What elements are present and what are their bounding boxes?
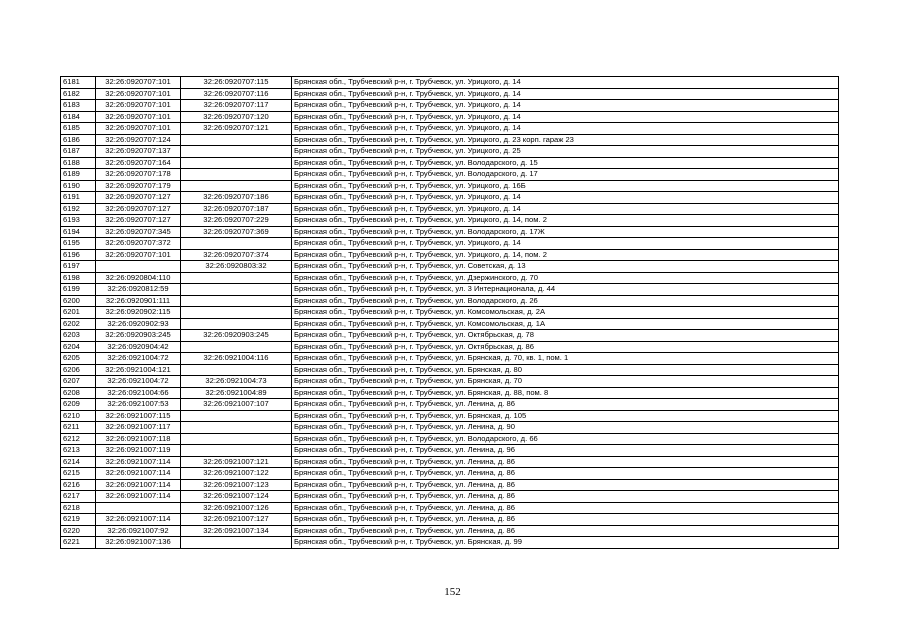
row-number-cell: 6204 (61, 341, 96, 353)
table-row (61, 330, 839, 342)
table-row (61, 88, 839, 100)
cadastral-number-cell (96, 502, 181, 514)
object-number-cell (181, 272, 292, 284)
table-row (61, 341, 839, 353)
cadastral-number-cell: 32:26:0921007:115 (96, 410, 181, 422)
cadastral-number-cell: 32:26:0920707:179 (96, 180, 181, 192)
address-cell: Брянская обл., Трубчевский р-н, г. Трубчевск, ул. Володарского, д. 15 (292, 157, 839, 169)
table-row (61, 399, 839, 411)
object-number-cell: 32:26:0920707:115 (181, 77, 292, 89)
table-row (61, 180, 839, 192)
row-number-cell: 6187 (61, 146, 96, 158)
address-cell: Брянская обл., Трубчевский р-н, г. Трубчевск, ул. Урицкого, д. 14 (292, 203, 839, 215)
address-cell: Брянская обл., Трубчевский р-н, г. Трубчевск, ул. Ленина, д. 86 (292, 479, 839, 491)
property-register-table (60, 76, 839, 549)
object-number-cell (181, 445, 292, 457)
cadastral-number-cell: 32:26:0920707:127 (96, 203, 181, 215)
address-cell: Брянская обл., Трубчевский р-н, г. Трубчевск, ул. Брянская, д. 99 (292, 537, 839, 549)
address-cell: Брянская обл., Трубчевский р-н, г. Трубчевск, ул. Брянская, д. 88, пом. 8 (292, 387, 839, 399)
table-row (61, 134, 839, 146)
cadastral-number-cell: 32:26:0921004:66 (96, 387, 181, 399)
object-number-cell: 32:26:0920707:120 (181, 111, 292, 123)
table-row (61, 77, 839, 89)
table-row (61, 295, 839, 307)
cadastral-number-cell: 32:26:0920901:111 (96, 295, 181, 307)
object-number-cell: 32:26:0920707:229 (181, 215, 292, 227)
object-number-cell: 32:26:0921007:121 (181, 456, 292, 468)
row-number-cell: 6212 (61, 433, 96, 445)
cadastral-number-cell: 32:26:0920707:127 (96, 192, 181, 204)
cadastral-number-cell: 32:26:0920902:93 (96, 318, 181, 330)
row-number-cell: 6201 (61, 307, 96, 319)
row-number-cell: 6215 (61, 468, 96, 480)
object-number-cell: 32:26:0921007:124 (181, 491, 292, 503)
cadastral-number-cell (96, 261, 181, 273)
row-number-cell: 6188 (61, 157, 96, 169)
row-number-cell: 6202 (61, 318, 96, 330)
table-row (61, 376, 839, 388)
table-row (61, 502, 839, 514)
row-number-cell: 6197 (61, 261, 96, 273)
address-cell: Брянская обл., Трубчевский р-н, г. Трубчевск, ул. Комсомольская, д. 1А (292, 318, 839, 330)
address-cell: Брянская обл., Трубчевский р-н, г. Трубчевск, ул. Урицкого, д. 14 (292, 192, 839, 204)
object-number-cell: 32:26:0920707:117 (181, 100, 292, 112)
table-row (61, 353, 839, 365)
address-cell: Брянская обл., Трубчевский р-н, г. Трубчевск, ул. Ленина, д. 86 (292, 399, 839, 411)
cadastral-number-cell: 32:26:0920707:101 (96, 77, 181, 89)
object-number-cell (181, 364, 292, 376)
table-row (61, 157, 839, 169)
cadastral-number-cell: 32:26:0920707:101 (96, 123, 181, 135)
table-row (61, 479, 839, 491)
table-row (61, 468, 839, 480)
cadastral-number-cell: 32:26:0920804:110 (96, 272, 181, 284)
cadastral-number-cell: 32:26:0920707:137 (96, 146, 181, 158)
cadastral-number-cell: 32:26:0921007:53 (96, 399, 181, 411)
table-row (61, 249, 839, 261)
row-number-cell: 6191 (61, 192, 96, 204)
row-number-cell: 6211 (61, 422, 96, 434)
table-row (61, 272, 839, 284)
object-number-cell (181, 238, 292, 250)
object-number-cell (181, 134, 292, 146)
address-cell: Брянская обл., Трубчевский р-н, г. Трубчевск, ул. Брянская, д. 80 (292, 364, 839, 376)
cadastral-number-cell: 32:26:0921004:72 (96, 376, 181, 388)
address-cell: Брянская обл., Трубчевский р-н, г. Трубчевск, ул. Октябрьская, д. 86 (292, 341, 839, 353)
page-number: 152 (444, 586, 461, 598)
row-number-cell: 6214 (61, 456, 96, 468)
object-number-cell (181, 433, 292, 445)
object-number-cell: 32:26:0921007:126 (181, 502, 292, 514)
cadastral-number-cell: 32:26:0920707:127 (96, 215, 181, 227)
address-cell: Брянская обл., Трубчевский р-н, г. Трубчевск, ул. Советская, д. 13 (292, 261, 839, 273)
table-row (61, 537, 839, 549)
row-number-cell: 6210 (61, 410, 96, 422)
cadastral-number-cell: 32:26:0920902:115 (96, 307, 181, 319)
object-number-cell (181, 169, 292, 181)
table-row (61, 123, 839, 135)
address-cell: Брянская обл., Трубчевский р-н, г. Трубчевск, ул. Володарского, д. 17Ж (292, 226, 839, 238)
row-number-cell: 6217 (61, 491, 96, 503)
row-number-cell: 6190 (61, 180, 96, 192)
cadastral-number-cell: 32:26:0921007:136 (96, 537, 181, 549)
object-number-cell: 32:26:0921007:127 (181, 514, 292, 526)
row-number-cell: 6194 (61, 226, 96, 238)
address-cell: Брянская обл., Трубчевский р-н, г. Трубчевск, ул. Урицкого, д. 14 (292, 100, 839, 112)
cadastral-number-cell: 32:26:0921004:72 (96, 353, 181, 365)
object-number-cell: 32:26:0920903:245 (181, 330, 292, 342)
cadastral-number-cell: 32:26:0921007:117 (96, 422, 181, 434)
address-cell: Брянская обл., Трубчевский р-н, г. Трубчевск, ул. Комсомольская, д. 2А (292, 307, 839, 319)
row-number-cell: 6184 (61, 111, 96, 123)
table-row (61, 456, 839, 468)
table-row (61, 410, 839, 422)
row-number-cell: 6205 (61, 353, 96, 365)
address-cell: Брянская обл., Трубчевский р-н, г. Трубчевск, ул. Урицкого, д. 14 (292, 111, 839, 123)
address-cell: Брянская обл., Трубчевский р-н, г. Трубчевск, ул. Урицкого, д. 23 корп. гараж 23 (292, 134, 839, 146)
table-row (61, 514, 839, 526)
row-number-cell: 6200 (61, 295, 96, 307)
cadastral-number-cell: 32:26:0920812:59 (96, 284, 181, 296)
object-number-cell (181, 157, 292, 169)
object-number-cell: 32:26:0920707:186 (181, 192, 292, 204)
object-number-cell: 32:26:0921007:122 (181, 468, 292, 480)
cadastral-number-cell: 32:26:0920707:124 (96, 134, 181, 146)
row-number-cell: 6199 (61, 284, 96, 296)
cadastral-number-cell: 32:26:0920707:164 (96, 157, 181, 169)
cadastral-number-cell: 32:26:0920903:245 (96, 330, 181, 342)
address-cell: Брянская обл., Трубчевский р-н, г. Трубчевск, ул. Урицкого, д. 14 (292, 123, 839, 135)
row-number-cell: 6219 (61, 514, 96, 526)
row-number-cell: 6216 (61, 479, 96, 491)
table-body (61, 77, 839, 549)
table-row (61, 433, 839, 445)
address-cell: Брянская обл., Трубчевский р-н, г. Трубчевск, ул. Ленина, д. 90 (292, 422, 839, 434)
object-number-cell: 32:26:0920707:374 (181, 249, 292, 261)
object-number-cell: 32:26:0920707:187 (181, 203, 292, 215)
table-row (61, 192, 839, 204)
address-cell: Брянская обл., Трубчевский р-н, г. Трубчевск, ул. 3 Интернационала, д. 44 (292, 284, 839, 296)
table-row (61, 364, 839, 376)
row-number-cell: 6183 (61, 100, 96, 112)
object-number-cell (181, 146, 292, 158)
address-cell: Брянская обл., Трубчевский р-н, г. Трубчевск, ул. Урицкого, д. 14 (292, 88, 839, 100)
row-number-cell: 6192 (61, 203, 96, 215)
object-number-cell: 32:26:0921007:123 (181, 479, 292, 491)
row-number-cell: 6195 (61, 238, 96, 250)
row-number-cell: 6208 (61, 387, 96, 399)
object-number-cell: 32:26:0920707:121 (181, 123, 292, 135)
table-row (61, 491, 839, 503)
cadastral-number-cell: 32:26:0921007:114 (96, 479, 181, 491)
object-number-cell: 32:26:0921007:134 (181, 525, 292, 537)
address-cell: Брянская обл., Трубчевский р-н, г. Трубчевск, ул. Ленина, д. 96 (292, 445, 839, 457)
object-number-cell: 32:26:0921004:116 (181, 353, 292, 365)
row-number-cell: 6206 (61, 364, 96, 376)
row-number-cell: 6198 (61, 272, 96, 284)
address-cell: Брянская обл., Трубчевский р-н, г. Трубчевск, ул. Ленина, д. 86 (292, 502, 839, 514)
address-cell: Брянская обл., Трубчевский р-н, г. Трубчевск, ул. Урицкого, д. 14 (292, 238, 839, 250)
object-number-cell (181, 295, 292, 307)
table-row (61, 525, 839, 537)
address-cell: Брянская обл., Трубчевский р-н, г. Трубчевск, ул. Ленина, д. 86 (292, 514, 839, 526)
address-cell: Брянская обл., Трубчевский р-н, г. Трубчевск, ул. Урицкого, д. 14 (292, 77, 839, 89)
cadastral-number-cell: 32:26:0921007:114 (96, 456, 181, 468)
cadastral-number-cell: 32:26:0921007:119 (96, 445, 181, 457)
table-row (61, 284, 839, 296)
cadastral-number-cell: 32:26:0921007:118 (96, 433, 181, 445)
object-number-cell: 32:26:0920803:32 (181, 261, 292, 273)
row-number-cell: 6221 (61, 537, 96, 549)
object-number-cell (181, 318, 292, 330)
object-number-cell (181, 307, 292, 319)
row-number-cell: 6213 (61, 445, 96, 457)
object-number-cell (181, 341, 292, 353)
table-row (61, 169, 839, 181)
table-row (61, 422, 839, 434)
cadastral-number-cell: 32:26:0921007:92 (96, 525, 181, 537)
object-number-cell: 32:26:0920707:369 (181, 226, 292, 238)
object-number-cell: 32:26:0920707:116 (181, 88, 292, 100)
table-row (61, 215, 839, 227)
table-row (61, 100, 839, 112)
address-cell: Брянская обл., Трубчевский р-н, г. Трубчевск, ул. Володарского, д. 26 (292, 295, 839, 307)
table-row (61, 146, 839, 158)
table-row (61, 307, 839, 319)
address-cell: Брянская обл., Трубчевский р-н, г. Трубчевск, ул. Ленина, д. 86 (292, 525, 839, 537)
table-row (61, 111, 839, 123)
row-number-cell: 6203 (61, 330, 96, 342)
row-number-cell: 6189 (61, 169, 96, 181)
cadastral-number-cell: 32:26:0921007:114 (96, 514, 181, 526)
row-number-cell: 6186 (61, 134, 96, 146)
cadastral-number-cell: 32:26:0920707:101 (96, 100, 181, 112)
cadastral-number-cell: 32:26:0920707:345 (96, 226, 181, 238)
object-number-cell: 32:26:0921004:89 (181, 387, 292, 399)
object-number-cell (181, 410, 292, 422)
address-cell: Брянская обл., Трубчевский р-н, г. Трубчевск, ул. Октябрьская, д. 78 (292, 330, 839, 342)
object-number-cell: 32:26:0921007:107 (181, 399, 292, 411)
address-cell: Брянская обл., Трубчевский р-н, г. Трубчевск, ул. Урицкого, д. 14, пом. 2 (292, 249, 839, 261)
cadastral-number-cell: 32:26:0920904:42 (96, 341, 181, 353)
address-cell: Брянская обл., Трубчевский р-н, г. Трубчевск, ул. Урицкого, д. 25 (292, 146, 839, 158)
object-number-cell (181, 537, 292, 549)
cadastral-number-cell: 32:26:0921007:114 (96, 491, 181, 503)
table-row (61, 387, 839, 399)
address-cell: Брянская обл., Трубчевский р-н, г. Трубчевск, ул. Брянская, д. 105 (292, 410, 839, 422)
row-number-cell: 6220 (61, 525, 96, 537)
row-number-cell: 6207 (61, 376, 96, 388)
cadastral-number-cell: 32:26:0921007:114 (96, 468, 181, 480)
row-number-cell: 6182 (61, 88, 96, 100)
address-cell: Брянская обл., Трубчевский р-н, г. Трубчевск, ул. Ленина, д. 86 (292, 491, 839, 503)
cadastral-number-cell: 32:26:0920707:178 (96, 169, 181, 181)
address-cell: Брянская обл., Трубчевский р-н, г. Трубчевск, ул. Володарского, д. 66 (292, 433, 839, 445)
cadastral-number-cell: 32:26:0920707:101 (96, 88, 181, 100)
object-number-cell (181, 180, 292, 192)
row-number-cell: 6193 (61, 215, 96, 227)
address-cell: Брянская обл., Трубчевский р-н, г. Трубчевск, ул. Брянская, д. 70, кв. 1, пом. 1 (292, 353, 839, 365)
object-number-cell (181, 284, 292, 296)
cadastral-number-cell: 32:26:0921004:121 (96, 364, 181, 376)
row-number-cell: 6185 (61, 123, 96, 135)
address-cell: Брянская обл., Трубчевский р-н, г. Трубчевск, ул. Брянская, д. 70 (292, 376, 839, 388)
object-number-cell: 32:26:0921004:73 (181, 376, 292, 388)
row-number-cell: 6196 (61, 249, 96, 261)
row-number-cell: 6209 (61, 399, 96, 411)
cadastral-number-cell: 32:26:0920707:372 (96, 238, 181, 250)
table-row (61, 226, 839, 238)
table-row (61, 238, 839, 250)
address-cell: Брянская обл., Трубчевский р-н, г. Трубчевск, ул. Ленина, д. 86 (292, 456, 839, 468)
address-cell: Брянская обл., Трубчевский р-н, г. Трубчевск, ул. Урицкого, д. 16Б (292, 180, 839, 192)
row-number-cell: 6218 (61, 502, 96, 514)
cadastral-number-cell: 32:26:0920707:101 (96, 249, 181, 261)
address-cell: Брянская обл., Трубчевский р-н, г. Трубчевск, ул. Володарского, д. 17 (292, 169, 839, 181)
address-cell: Брянская обл., Трубчевский р-н, г. Трубчевск, ул. Урицкого, д. 14, пом. 2 (292, 215, 839, 227)
table-row (61, 261, 839, 273)
table-row (61, 203, 839, 215)
table-row (61, 445, 839, 457)
table-row (61, 318, 839, 330)
row-number-cell: 6181 (61, 77, 96, 89)
address-cell: Брянская обл., Трубчевский р-н, г. Трубчевск, ул. Ленина, д. 86 (292, 468, 839, 480)
address-cell: Брянская обл., Трубчевский р-н, г. Трубчевск, ул. Дзержинского, д. 70 (292, 272, 839, 284)
object-number-cell (181, 422, 292, 434)
cadastral-number-cell: 32:26:0920707:101 (96, 111, 181, 123)
